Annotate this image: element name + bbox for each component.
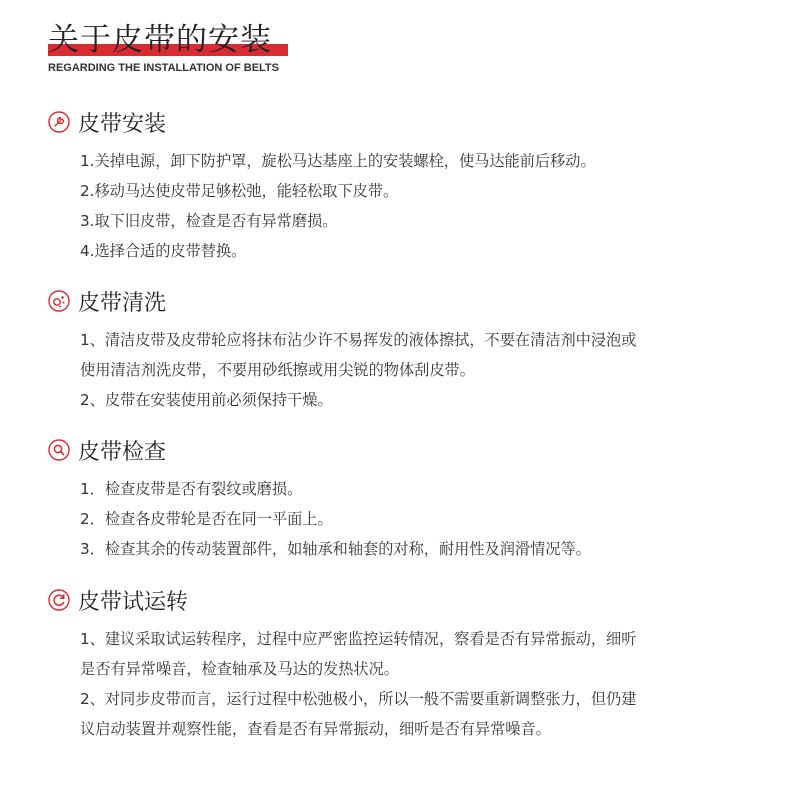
- section-heading: [48, 584, 748, 616]
- section-body: [80, 325, 748, 415]
- section-body: [80, 624, 748, 744]
- section-title: 皮带清洗: [78, 290, 167, 316]
- section-inspection: [48, 434, 748, 564]
- cleaning-icon: [48, 290, 70, 312]
- wrench-icon: [48, 111, 70, 133]
- section-body: [80, 146, 748, 266]
- body-line: 2、对同步皮带而言，运行过程中松弛极小，所以一般不需要重新调整张力，但仍建: [80, 690, 637, 708]
- body-line: 是否有异常噪音，检查轴承及马达的发热状况。: [80, 660, 399, 678]
- section-heading: [48, 285, 748, 317]
- section-cleaning: [48, 285, 748, 415]
- body-line: 2.移动马达使皮带足够松弛，能轻松取下皮带。: [80, 182, 399, 200]
- body-line: 3．检查其余的传动装置部件，如轴承和轴套的对称，耐用性及润滑情况等。: [80, 540, 591, 558]
- body-line: 使用清洁剂洗皮带，不要用砂纸擦或用尖锐的物体刮皮带。: [80, 361, 475, 379]
- body-line: 1.关掉电源，卸下防护罩，旋松马达基座上的安装螺栓，使马达能前后移动。: [80, 152, 596, 170]
- section-title: 皮带试运转: [78, 589, 189, 615]
- body-line: 1、清洁皮带及皮带轮应将抹布沾少许不易挥发的液体擦拭，不要在清洁剂中浸泡或: [80, 331, 637, 349]
- body-line: 1、建议采取试运转程序，过程中应严密监控运转情况，察看是否有异常振动，细听: [80, 630, 637, 648]
- body-line: 2、皮带在安装使用前必须保持干燥。: [80, 391, 333, 409]
- body-line: 议启动装置并观察性能，查看是否有异常振动，细听是否有异常噪音。: [80, 720, 551, 738]
- refresh-icon: [48, 589, 70, 611]
- section-heading: [48, 434, 748, 466]
- page-subtitle: REGARDING THE INSTALLATION OF BELTS: [48, 62, 279, 74]
- page-title: 关于皮带的安装: [48, 22, 272, 58]
- section-install: [48, 106, 748, 266]
- title-wrap: [48, 20, 272, 60]
- section-trial-run: [48, 584, 748, 744]
- body-line: 2．检查各皮带轮是否在同一平面上。: [80, 510, 333, 528]
- section-heading: [48, 106, 748, 138]
- body-line: 1．检查皮带是否有裂纹或磨损。: [80, 480, 303, 498]
- page-header: [48, 20, 279, 74]
- section-title: 皮带检查: [78, 439, 167, 465]
- body-line: 4.选择合适的皮带替换。: [80, 242, 247, 260]
- body-line: 3.取下旧皮带，检查是否有异常磨损。: [80, 212, 338, 230]
- magnifier-icon: [48, 439, 70, 461]
- section-body: [80, 474, 748, 564]
- section-title: 皮带安装: [78, 111, 167, 137]
